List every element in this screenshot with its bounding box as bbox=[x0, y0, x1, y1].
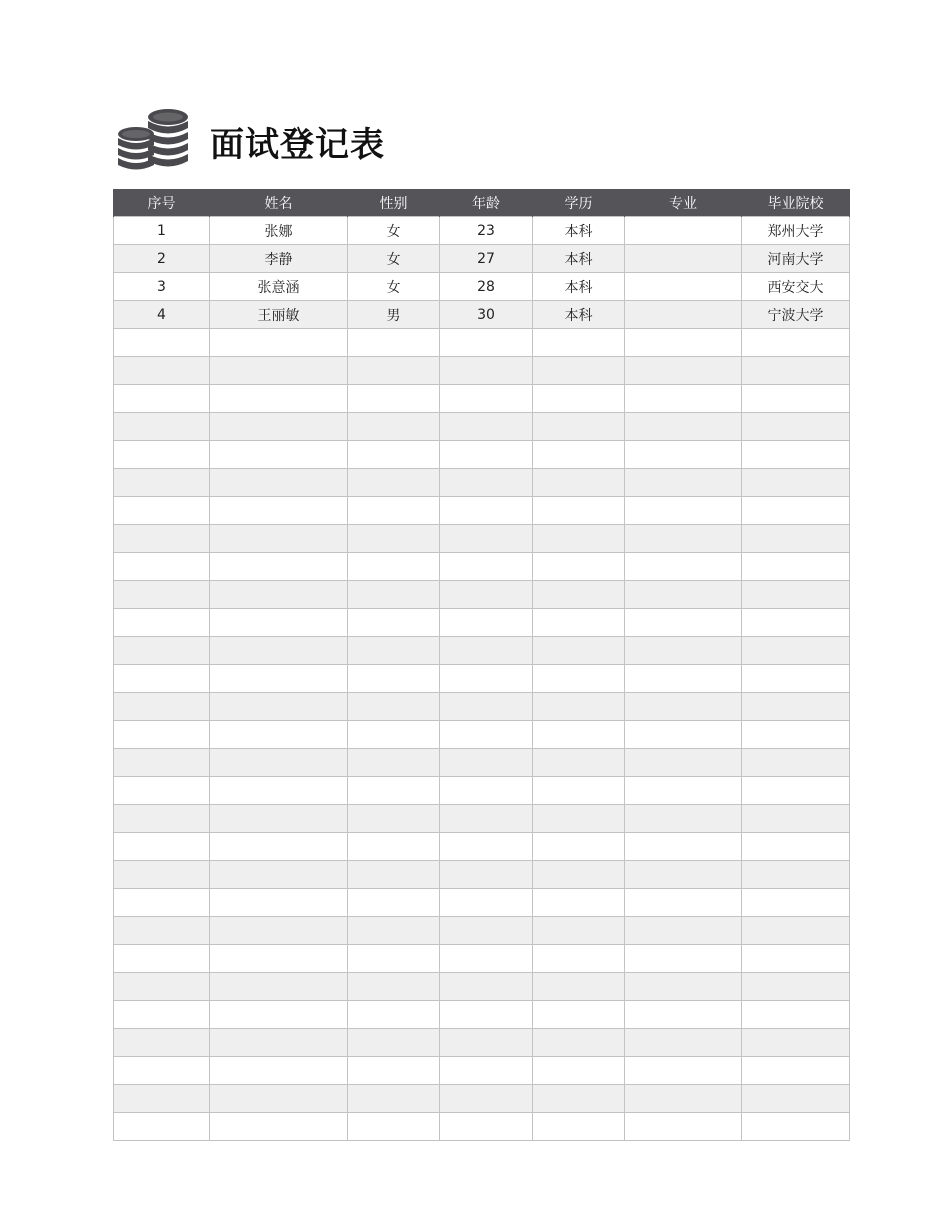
cell-major[interactable] bbox=[625, 1001, 742, 1029]
cell-seq[interactable] bbox=[114, 833, 210, 861]
cell-age[interactable] bbox=[440, 637, 533, 665]
cell-name[interactable] bbox=[210, 777, 348, 805]
cell-education[interactable] bbox=[533, 637, 625, 665]
cell-education[interactable] bbox=[533, 889, 625, 917]
table-row bbox=[114, 329, 850, 357]
cell-major[interactable] bbox=[625, 693, 742, 721]
cell-school[interactable]: 宁波大学 bbox=[742, 301, 850, 329]
cell-seq[interactable] bbox=[114, 497, 210, 525]
cell-name[interactable] bbox=[210, 861, 348, 889]
table-row bbox=[114, 441, 850, 469]
page-title: 面试登记表 bbox=[210, 124, 385, 165]
cell-seq[interactable] bbox=[114, 805, 210, 833]
cell-education[interactable] bbox=[533, 329, 625, 357]
cell-school[interactable] bbox=[742, 581, 850, 609]
table-row bbox=[114, 413, 850, 441]
cell-gender[interactable]: 女 bbox=[348, 245, 440, 273]
cell-major[interactable] bbox=[625, 245, 742, 273]
cell-education[interactable] bbox=[533, 1057, 625, 1085]
cell-education[interactable] bbox=[533, 385, 625, 413]
table-row bbox=[114, 581, 850, 609]
cell-name[interactable] bbox=[210, 1085, 348, 1113]
cell-name[interactable] bbox=[210, 329, 348, 357]
cell-gender[interactable] bbox=[348, 1001, 440, 1029]
cell-age[interactable] bbox=[440, 1113, 533, 1141]
cell-seq[interactable] bbox=[114, 357, 210, 385]
cell-major[interactable] bbox=[625, 889, 742, 917]
cell-seq[interactable]: 2 bbox=[114, 245, 210, 273]
cell-major[interactable] bbox=[625, 777, 742, 805]
cell-gender[interactable] bbox=[348, 833, 440, 861]
cell-age[interactable] bbox=[440, 1001, 533, 1029]
cell-gender[interactable] bbox=[348, 973, 440, 1001]
cell-education[interactable] bbox=[533, 777, 625, 805]
cell-age[interactable] bbox=[440, 609, 533, 637]
cell-age[interactable] bbox=[440, 553, 533, 581]
cell-school[interactable] bbox=[742, 1029, 850, 1057]
cell-seq[interactable]: 4 bbox=[114, 301, 210, 329]
cell-education[interactable] bbox=[533, 581, 625, 609]
cell-seq[interactable] bbox=[114, 581, 210, 609]
cell-education[interactable] bbox=[533, 833, 625, 861]
cell-gender[interactable] bbox=[348, 1029, 440, 1057]
cell-school[interactable] bbox=[742, 637, 850, 665]
table-row bbox=[114, 245, 850, 273]
cell-school[interactable] bbox=[742, 1001, 850, 1029]
cell-education[interactable] bbox=[533, 1113, 625, 1141]
cell-gender[interactable] bbox=[348, 721, 440, 749]
cell-major[interactable] bbox=[625, 945, 742, 973]
cell-age[interactable] bbox=[440, 385, 533, 413]
table-row bbox=[114, 945, 850, 973]
cell-name[interactable] bbox=[210, 1113, 348, 1141]
table-row bbox=[114, 973, 850, 1001]
cell-education[interactable] bbox=[533, 525, 625, 553]
cell-gender[interactable] bbox=[348, 525, 440, 553]
cell-education[interactable]: 本科 bbox=[533, 217, 625, 245]
registration-table bbox=[113, 189, 850, 1141]
cell-age[interactable] bbox=[440, 889, 533, 917]
cell-age[interactable] bbox=[440, 805, 533, 833]
cell-seq[interactable] bbox=[114, 1029, 210, 1057]
cell-major[interactable] bbox=[625, 637, 742, 665]
header-cell-school: 毕业院校 bbox=[742, 189, 850, 217]
cell-major[interactable] bbox=[625, 385, 742, 413]
cell-gender[interactable] bbox=[348, 357, 440, 385]
cell-gender[interactable] bbox=[348, 553, 440, 581]
cell-seq[interactable] bbox=[114, 1085, 210, 1113]
cell-school[interactable] bbox=[742, 945, 850, 973]
cell-age[interactable] bbox=[440, 665, 533, 693]
cell-education[interactable]: 本科 bbox=[533, 273, 625, 301]
table-row bbox=[114, 1029, 850, 1057]
cell-age[interactable] bbox=[440, 581, 533, 609]
cell-seq[interactable] bbox=[114, 441, 210, 469]
cell-age[interactable] bbox=[440, 1029, 533, 1057]
cell-school[interactable]: 河南大学 bbox=[742, 245, 850, 273]
table-row bbox=[114, 553, 850, 581]
cell-seq[interactable] bbox=[114, 1001, 210, 1029]
cell-seq[interactable] bbox=[114, 665, 210, 693]
cell-name[interactable] bbox=[210, 833, 348, 861]
cell-major[interactable] bbox=[625, 833, 742, 861]
header-cell-seq: 序号 bbox=[114, 189, 210, 217]
cell-name[interactable] bbox=[210, 441, 348, 469]
cell-major[interactable] bbox=[625, 805, 742, 833]
header-cell-education: 学历 bbox=[533, 189, 625, 217]
cell-major[interactable] bbox=[625, 413, 742, 441]
cell-gender[interactable]: 女 bbox=[348, 217, 440, 245]
cell-gender[interactable] bbox=[348, 805, 440, 833]
cell-seq[interactable] bbox=[114, 525, 210, 553]
cell-school[interactable] bbox=[742, 609, 850, 637]
cell-major[interactable] bbox=[625, 609, 742, 637]
table-row bbox=[114, 525, 850, 553]
table-row bbox=[114, 301, 850, 329]
table-row bbox=[114, 1057, 850, 1085]
cell-education[interactable] bbox=[533, 805, 625, 833]
cell-school[interactable] bbox=[742, 749, 850, 777]
cell-education[interactable] bbox=[533, 945, 625, 973]
cell-age[interactable]: 27 bbox=[440, 245, 533, 273]
cell-major[interactable] bbox=[625, 469, 742, 497]
cell-gender[interactable] bbox=[348, 497, 440, 525]
cell-name[interactable] bbox=[210, 497, 348, 525]
cell-gender[interactable]: 女 bbox=[348, 273, 440, 301]
cell-gender[interactable] bbox=[348, 329, 440, 357]
cell-seq[interactable] bbox=[114, 889, 210, 917]
cell-gender[interactable] bbox=[348, 609, 440, 637]
cell-gender[interactable] bbox=[348, 749, 440, 777]
cell-age[interactable] bbox=[440, 749, 533, 777]
cell-name[interactable] bbox=[210, 469, 348, 497]
cell-seq[interactable]: 1 bbox=[114, 217, 210, 245]
cell-name[interactable]: 李静 bbox=[210, 245, 348, 273]
cell-name[interactable] bbox=[210, 693, 348, 721]
cell-seq[interactable] bbox=[114, 721, 210, 749]
cell-gender[interactable] bbox=[348, 385, 440, 413]
cell-name[interactable]: 张娜 bbox=[210, 217, 348, 245]
cell-gender[interactable] bbox=[348, 777, 440, 805]
cell-seq[interactable] bbox=[114, 329, 210, 357]
table-row bbox=[114, 609, 850, 637]
cell-school[interactable] bbox=[742, 441, 850, 469]
cell-education[interactable] bbox=[533, 553, 625, 581]
cell-gender[interactable] bbox=[348, 581, 440, 609]
cell-school[interactable] bbox=[742, 917, 850, 945]
table-row bbox=[114, 889, 850, 917]
cell-name[interactable] bbox=[210, 581, 348, 609]
cell-major[interactable] bbox=[625, 525, 742, 553]
cell-seq[interactable] bbox=[114, 693, 210, 721]
cell-name[interactable] bbox=[210, 413, 348, 441]
cell-gender[interactable] bbox=[348, 917, 440, 945]
cell-major[interactable] bbox=[625, 1029, 742, 1057]
cell-major[interactable] bbox=[625, 553, 742, 581]
cell-name[interactable]: 张意涵 bbox=[210, 273, 348, 301]
cell-seq[interactable] bbox=[114, 945, 210, 973]
cell-school[interactable] bbox=[742, 329, 850, 357]
cell-gender[interactable] bbox=[348, 1085, 440, 1113]
cell-name[interactable] bbox=[210, 357, 348, 385]
cell-gender[interactable] bbox=[348, 945, 440, 973]
cell-name[interactable] bbox=[210, 1057, 348, 1085]
cell-school[interactable] bbox=[742, 889, 850, 917]
cell-major[interactable] bbox=[625, 301, 742, 329]
cell-education[interactable] bbox=[533, 357, 625, 385]
table-row bbox=[114, 357, 850, 385]
cell-seq[interactable] bbox=[114, 917, 210, 945]
cell-education[interactable] bbox=[533, 469, 625, 497]
table-row bbox=[114, 833, 850, 861]
cell-education[interactable] bbox=[533, 1001, 625, 1029]
cell-age[interactable] bbox=[440, 973, 533, 1001]
cell-education[interactable] bbox=[533, 413, 625, 441]
table-row bbox=[114, 917, 850, 945]
cell-gender[interactable] bbox=[348, 637, 440, 665]
cell-school[interactable] bbox=[742, 553, 850, 581]
cell-seq[interactable] bbox=[114, 1113, 210, 1141]
header-cell-major: 专业 bbox=[625, 189, 742, 217]
cell-age[interactable] bbox=[440, 917, 533, 945]
cell-name[interactable] bbox=[210, 749, 348, 777]
cell-age[interactable] bbox=[440, 441, 533, 469]
table-row bbox=[114, 469, 850, 497]
table-row bbox=[114, 385, 850, 413]
cell-seq[interactable] bbox=[114, 469, 210, 497]
cell-school[interactable]: 郑州大学 bbox=[742, 217, 850, 245]
cell-age[interactable] bbox=[440, 357, 533, 385]
cell-age[interactable] bbox=[440, 525, 533, 553]
cell-name[interactable] bbox=[210, 1029, 348, 1057]
cell-name[interactable] bbox=[210, 917, 348, 945]
cell-name[interactable] bbox=[210, 637, 348, 665]
cell-school[interactable] bbox=[742, 469, 850, 497]
cell-seq[interactable] bbox=[114, 1057, 210, 1085]
cell-school[interactable] bbox=[742, 833, 850, 861]
cell-school[interactable] bbox=[742, 497, 850, 525]
cell-school[interactable] bbox=[742, 525, 850, 553]
cell-name[interactable] bbox=[210, 973, 348, 1001]
cell-gender[interactable] bbox=[348, 1113, 440, 1141]
cell-age[interactable] bbox=[440, 329, 533, 357]
cell-school[interactable] bbox=[742, 777, 850, 805]
cell-education[interactable] bbox=[533, 749, 625, 777]
cell-major[interactable] bbox=[625, 665, 742, 693]
cell-seq[interactable] bbox=[114, 553, 210, 581]
cell-major[interactable] bbox=[625, 357, 742, 385]
cell-age[interactable] bbox=[440, 833, 533, 861]
table-row bbox=[114, 777, 850, 805]
cell-education[interactable]: 本科 bbox=[533, 245, 625, 273]
cell-school[interactable] bbox=[742, 861, 850, 889]
table-row bbox=[114, 1001, 850, 1029]
cell-major[interactable] bbox=[625, 1085, 742, 1113]
cell-gender[interactable] bbox=[348, 1057, 440, 1085]
cell-school[interactable] bbox=[742, 805, 850, 833]
cell-seq[interactable] bbox=[114, 749, 210, 777]
table-row bbox=[114, 749, 850, 777]
cell-gender[interactable] bbox=[348, 889, 440, 917]
cell-seq[interactable]: 3 bbox=[114, 273, 210, 301]
table-row bbox=[114, 693, 850, 721]
cell-major[interactable] bbox=[625, 721, 742, 749]
cell-school[interactable] bbox=[742, 385, 850, 413]
cell-name[interactable] bbox=[210, 889, 348, 917]
cell-age[interactable] bbox=[440, 1085, 533, 1113]
cell-name[interactable] bbox=[210, 805, 348, 833]
cell-school[interactable]: 西安交大 bbox=[742, 273, 850, 301]
cell-school[interactable] bbox=[742, 1113, 850, 1141]
cell-education[interactable] bbox=[533, 917, 625, 945]
coins-stack-icon bbox=[116, 107, 190, 175]
cell-major[interactable] bbox=[625, 329, 742, 357]
table-row bbox=[114, 497, 850, 525]
cell-school[interactable] bbox=[742, 413, 850, 441]
cell-seq[interactable] bbox=[114, 973, 210, 1001]
cell-education[interactable] bbox=[533, 441, 625, 469]
cell-education[interactable] bbox=[533, 721, 625, 749]
cell-school[interactable] bbox=[742, 1085, 850, 1113]
table-row bbox=[114, 861, 850, 889]
table-row bbox=[114, 721, 850, 749]
cell-school[interactable] bbox=[742, 973, 850, 1001]
cell-name[interactable] bbox=[210, 385, 348, 413]
cell-gender[interactable]: 男 bbox=[348, 301, 440, 329]
cell-age[interactable]: 30 bbox=[440, 301, 533, 329]
cell-age[interactable] bbox=[440, 861, 533, 889]
cell-seq[interactable] bbox=[114, 609, 210, 637]
cell-gender[interactable] bbox=[348, 693, 440, 721]
cell-seq[interactable] bbox=[114, 777, 210, 805]
cell-major[interactable] bbox=[625, 217, 742, 245]
cell-school[interactable] bbox=[742, 721, 850, 749]
cell-age[interactable] bbox=[440, 777, 533, 805]
cell-education[interactable] bbox=[533, 497, 625, 525]
cell-age[interactable]: 23 bbox=[440, 217, 533, 245]
table-row bbox=[114, 1113, 850, 1141]
cell-name[interactable] bbox=[210, 609, 348, 637]
cell-major[interactable] bbox=[625, 861, 742, 889]
cell-gender[interactable] bbox=[348, 413, 440, 441]
cell-school[interactable] bbox=[742, 693, 850, 721]
cell-seq[interactable] bbox=[114, 413, 210, 441]
cell-major[interactable] bbox=[625, 1057, 742, 1085]
table-row bbox=[114, 217, 850, 245]
cell-name[interactable] bbox=[210, 721, 348, 749]
cell-age[interactable] bbox=[440, 721, 533, 749]
cell-education[interactable] bbox=[533, 693, 625, 721]
cell-major[interactable] bbox=[625, 581, 742, 609]
cell-age[interactable]: 28 bbox=[440, 273, 533, 301]
table-row bbox=[114, 665, 850, 693]
table-header-row bbox=[114, 189, 850, 217]
header-cell-name: 姓名 bbox=[210, 189, 348, 217]
table-row bbox=[114, 637, 850, 665]
cell-age[interactable] bbox=[440, 945, 533, 973]
cell-major[interactable] bbox=[625, 441, 742, 469]
cell-education[interactable] bbox=[533, 1029, 625, 1057]
cell-education[interactable] bbox=[533, 1085, 625, 1113]
cell-gender[interactable] bbox=[348, 861, 440, 889]
cell-education[interactable] bbox=[533, 973, 625, 1001]
cell-age[interactable] bbox=[440, 497, 533, 525]
cell-seq[interactable] bbox=[114, 637, 210, 665]
cell-seq[interactable] bbox=[114, 385, 210, 413]
cell-school[interactable] bbox=[742, 1057, 850, 1085]
cell-gender[interactable] bbox=[348, 441, 440, 469]
cell-school[interactable] bbox=[742, 357, 850, 385]
cell-gender[interactable] bbox=[348, 665, 440, 693]
cell-school[interactable] bbox=[742, 665, 850, 693]
table-row bbox=[114, 273, 850, 301]
cell-education[interactable] bbox=[533, 665, 625, 693]
cell-name[interactable] bbox=[210, 945, 348, 973]
header-cell-gender: 性别 bbox=[348, 189, 440, 217]
cell-age[interactable] bbox=[440, 1057, 533, 1085]
cell-age[interactable] bbox=[440, 693, 533, 721]
cell-major[interactable] bbox=[625, 973, 742, 1001]
cell-education[interactable] bbox=[533, 861, 625, 889]
header-cell-age: 年龄 bbox=[440, 189, 533, 217]
cell-major[interactable] bbox=[625, 497, 742, 525]
cell-gender[interactable] bbox=[348, 469, 440, 497]
cell-name[interactable]: 王丽敏 bbox=[210, 301, 348, 329]
cell-age[interactable] bbox=[440, 469, 533, 497]
cell-major[interactable] bbox=[625, 749, 742, 777]
cell-major[interactable] bbox=[625, 917, 742, 945]
cell-name[interactable] bbox=[210, 553, 348, 581]
cell-major[interactable] bbox=[625, 1113, 742, 1141]
table-row bbox=[114, 805, 850, 833]
cell-major[interactable] bbox=[625, 273, 742, 301]
table-row bbox=[114, 1085, 850, 1113]
cell-name[interactable] bbox=[210, 665, 348, 693]
cell-education[interactable] bbox=[533, 609, 625, 637]
cell-age[interactable] bbox=[440, 413, 533, 441]
cell-name[interactable] bbox=[210, 1001, 348, 1029]
cell-education[interactable]: 本科 bbox=[533, 301, 625, 329]
cell-name[interactable] bbox=[210, 525, 348, 553]
title-block bbox=[116, 106, 385, 176]
cell-seq[interactable] bbox=[114, 861, 210, 889]
table-body bbox=[114, 217, 850, 1141]
